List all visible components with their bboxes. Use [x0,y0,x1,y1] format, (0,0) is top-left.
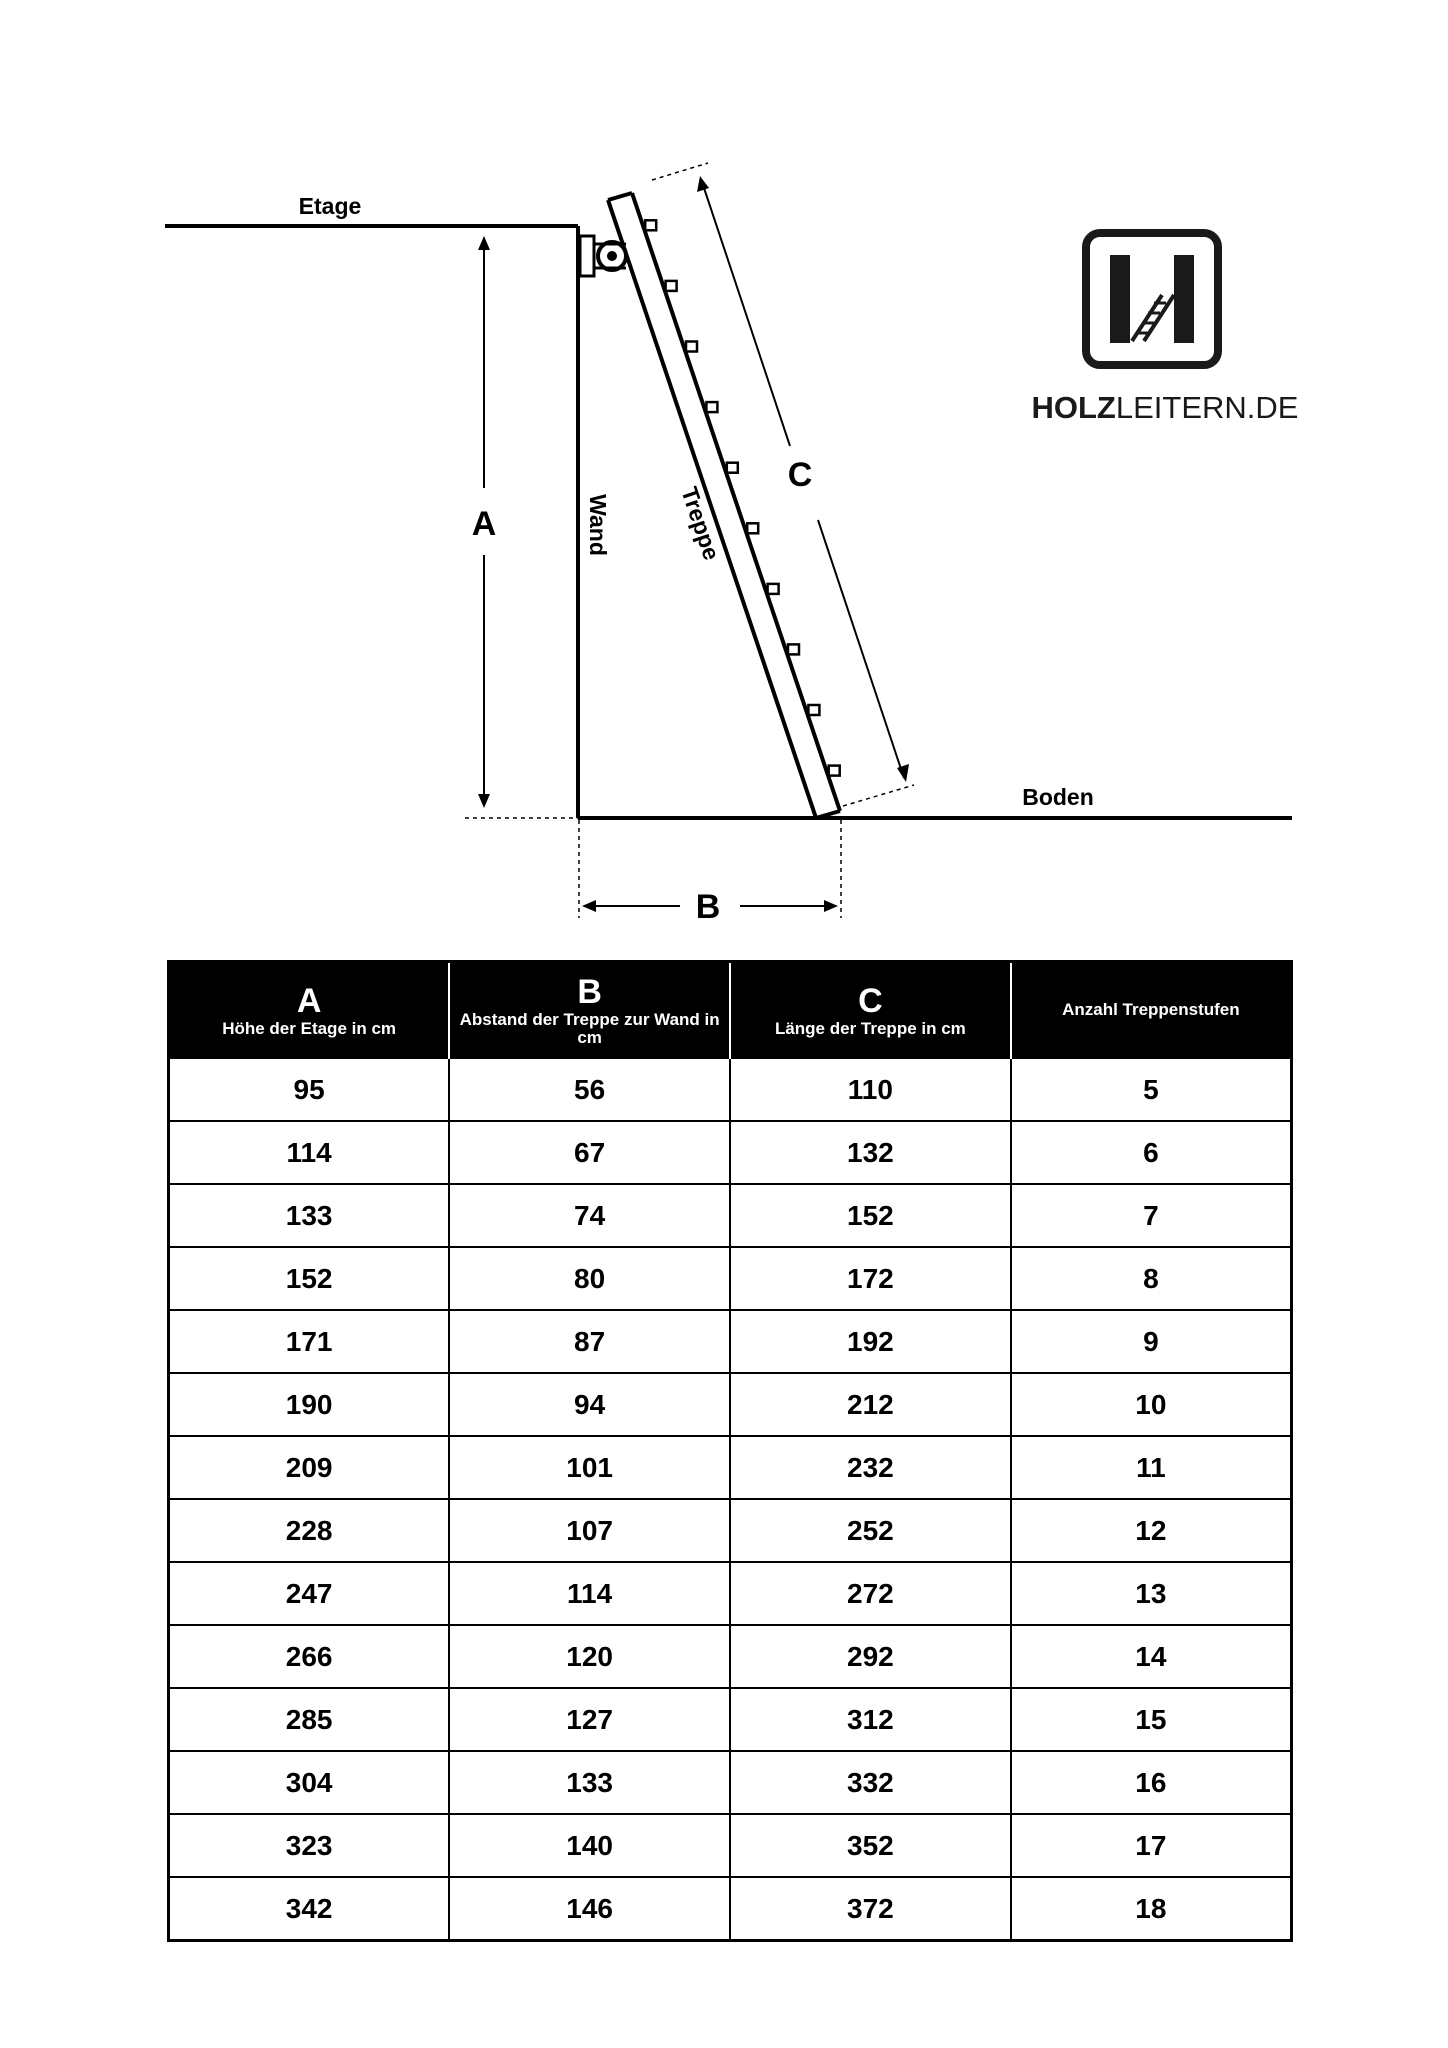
label-treppe: Treppe [676,483,725,564]
table-row [169,1688,1292,1751]
stair-stringer [608,193,840,818]
cell-b: 127 [449,1688,730,1751]
table-row [169,1877,1292,1941]
cell-a: 95 [169,1058,450,1121]
cell-c: 132 [730,1121,1011,1184]
logo-wordmark [1000,390,1330,426]
stair-diagram [0,0,1448,940]
table-row [169,1625,1292,1688]
header-a-letter: A [296,982,322,1020]
cell-c: 152 [730,1184,1011,1247]
stair-step [727,463,738,473]
cell-c: 232 [730,1436,1011,1499]
cell-a: 152 [169,1247,450,1310]
stair-step [666,281,677,291]
table-header-row [169,962,1292,1059]
table-row [169,1499,1292,1562]
label-wand: Wand [585,494,611,556]
header-b-letter: B [577,973,602,1011]
table-row [169,1436,1292,1499]
label-c: C [787,456,813,494]
table-row [169,1058,1292,1121]
cell-c: 312 [730,1688,1011,1751]
cell-steps: 14 [1011,1625,1292,1688]
cell-a: 114 [169,1121,450,1184]
cell-b: 120 [449,1625,730,1688]
header-steps-sub: Anzahl Treppenstufen [1062,1000,1240,1019]
stair-step [788,644,799,654]
header-b-sub: Abstand der Treppe zur Wand in cm [459,1010,720,1047]
cell-c: 272 [730,1562,1011,1625]
table-row [169,1184,1292,1247]
stair-step [768,584,779,594]
stair-step [686,342,697,352]
hinge-icon [580,236,626,276]
cell-steps: 18 [1011,1877,1292,1941]
label-a: A [471,505,497,543]
cell-a: 323 [169,1814,450,1877]
cell-steps: 5 [1011,1058,1292,1121]
table-row [169,1562,1292,1625]
dimension-c [652,163,914,806]
label-etage: Etage [298,193,362,219]
cell-steps: 7 [1011,1184,1292,1247]
cell-b: 67 [449,1121,730,1184]
logo-text-light: LEITERN.DE [1115,390,1299,425]
cell-b: 107 [449,1499,730,1562]
cell-steps: 12 [1011,1499,1292,1562]
cell-b: 87 [449,1310,730,1373]
header-b [449,962,730,1059]
header-c-letter: C [858,982,883,1020]
cell-a: 247 [169,1562,450,1625]
cell-c: 110 [730,1058,1011,1121]
stair-dimension-table [167,960,1293,1942]
cell-steps: 11 [1011,1436,1292,1499]
cell-a: 209 [169,1436,450,1499]
table-row [169,1751,1292,1814]
header-a-sub: Höhe der Etage in cm [222,1019,397,1038]
cell-a: 285 [169,1688,450,1751]
cell-c: 372 [730,1877,1011,1941]
cell-steps: 10 [1011,1373,1292,1436]
cell-steps: 15 [1011,1688,1292,1751]
cell-a: 190 [169,1373,450,1436]
stair-step [829,766,840,776]
table-row [169,1814,1292,1877]
header-c [730,962,1011,1059]
cell-a: 342 [169,1877,450,1941]
label-boden: Boden [1022,784,1094,810]
cell-b: 140 [449,1814,730,1877]
cell-b: 94 [449,1373,730,1436]
stair-step [808,705,819,715]
table-row [169,1121,1292,1184]
cell-c: 172 [730,1247,1011,1310]
cell-a: 171 [169,1310,450,1373]
label-b: B [695,888,721,926]
stair-step [706,402,717,412]
header-steps [1011,962,1292,1059]
cell-b: 56 [449,1058,730,1121]
cell-c: 192 [730,1310,1011,1373]
cell-steps: 6 [1011,1121,1292,1184]
cell-a: 133 [169,1184,450,1247]
table-row [169,1310,1292,1373]
cell-c: 292 [730,1625,1011,1688]
table-row [169,1247,1292,1310]
header-a [169,962,450,1059]
cell-b: 80 [449,1247,730,1310]
cell-a: 266 [169,1625,450,1688]
stair-step [747,523,758,533]
cell-b: 114 [449,1562,730,1625]
logo-text-bold: HOLZ [1031,390,1116,425]
cell-c: 212 [730,1373,1011,1436]
stair-step [645,220,656,230]
cell-b: 133 [449,1751,730,1814]
header-c-sub: Länge der Treppe in cm [774,1019,966,1038]
cell-c: 332 [730,1751,1011,1814]
cell-steps: 8 [1011,1247,1292,1310]
table-row [169,1373,1292,1436]
cell-b: 146 [449,1877,730,1941]
cell-c: 252 [730,1499,1011,1562]
cell-steps: 16 [1011,1751,1292,1814]
cell-c: 352 [730,1814,1011,1877]
cell-a: 304 [169,1751,450,1814]
cell-b: 101 [449,1436,730,1499]
cell-steps: 13 [1011,1562,1292,1625]
cell-steps: 9 [1011,1310,1292,1373]
brand-logo [1000,225,1330,425]
logo-mark-icon [1082,229,1222,369]
table-body [169,1058,1292,1941]
cell-steps: 17 [1011,1814,1292,1877]
cell-a: 228 [169,1499,450,1562]
cell-b: 74 [449,1184,730,1247]
